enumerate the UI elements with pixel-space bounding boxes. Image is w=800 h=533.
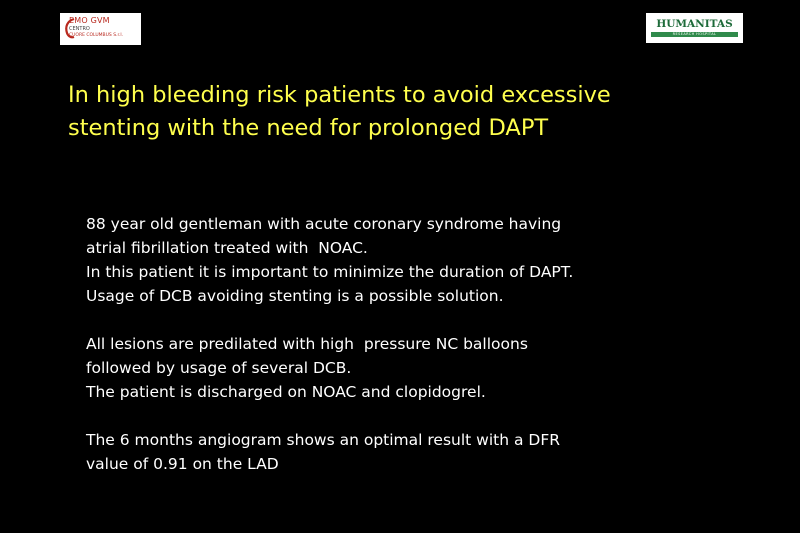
logo-left-line1: CENTRO xyxy=(69,26,90,32)
paragraph-spacer xyxy=(86,404,766,428)
body-line: atrial fibrillation treated with NOAC. xyxy=(86,239,368,257)
slide-title-line: In high bleeding risk patients to avoid excessive xyxy=(68,82,611,108)
logo-right-brand: HUMANITAS xyxy=(656,18,733,30)
body-line: The 6 months angiogram shows an optimal result with a DFR xyxy=(86,431,561,449)
gvm-logo xyxy=(60,13,141,45)
body-line: All lesions are predilated with high pressure NC balloons xyxy=(86,335,528,353)
body-line: The patient is discharged on NOAC and clopidogrel. xyxy=(86,383,486,401)
humanitas-logo xyxy=(646,13,743,43)
logo-left-brand: EMO GVM xyxy=(69,16,110,25)
paragraph-spacer xyxy=(86,308,766,332)
logo-right-tagline: RESEARCH HOSPITAL xyxy=(672,32,717,36)
logo-left-line2: CUORE COLUMBUS S.r.l. xyxy=(69,33,124,38)
body-line: In this patient it is important to minimize the duration of DAPT. xyxy=(86,263,574,281)
slide-title xyxy=(68,79,768,145)
body-line: 88 year old gentleman with acute coronary syndrome having xyxy=(86,215,562,233)
body-line: followed by usage of several DCB. xyxy=(86,359,352,377)
body-line: Usage of DCB avoiding stenting is a possible solution. xyxy=(86,287,504,305)
body-line: value of 0.91 on the LAD xyxy=(86,455,279,473)
slide-title-line: stenting with the need for prolonged DAPT xyxy=(68,115,549,141)
slide-body xyxy=(86,212,766,476)
